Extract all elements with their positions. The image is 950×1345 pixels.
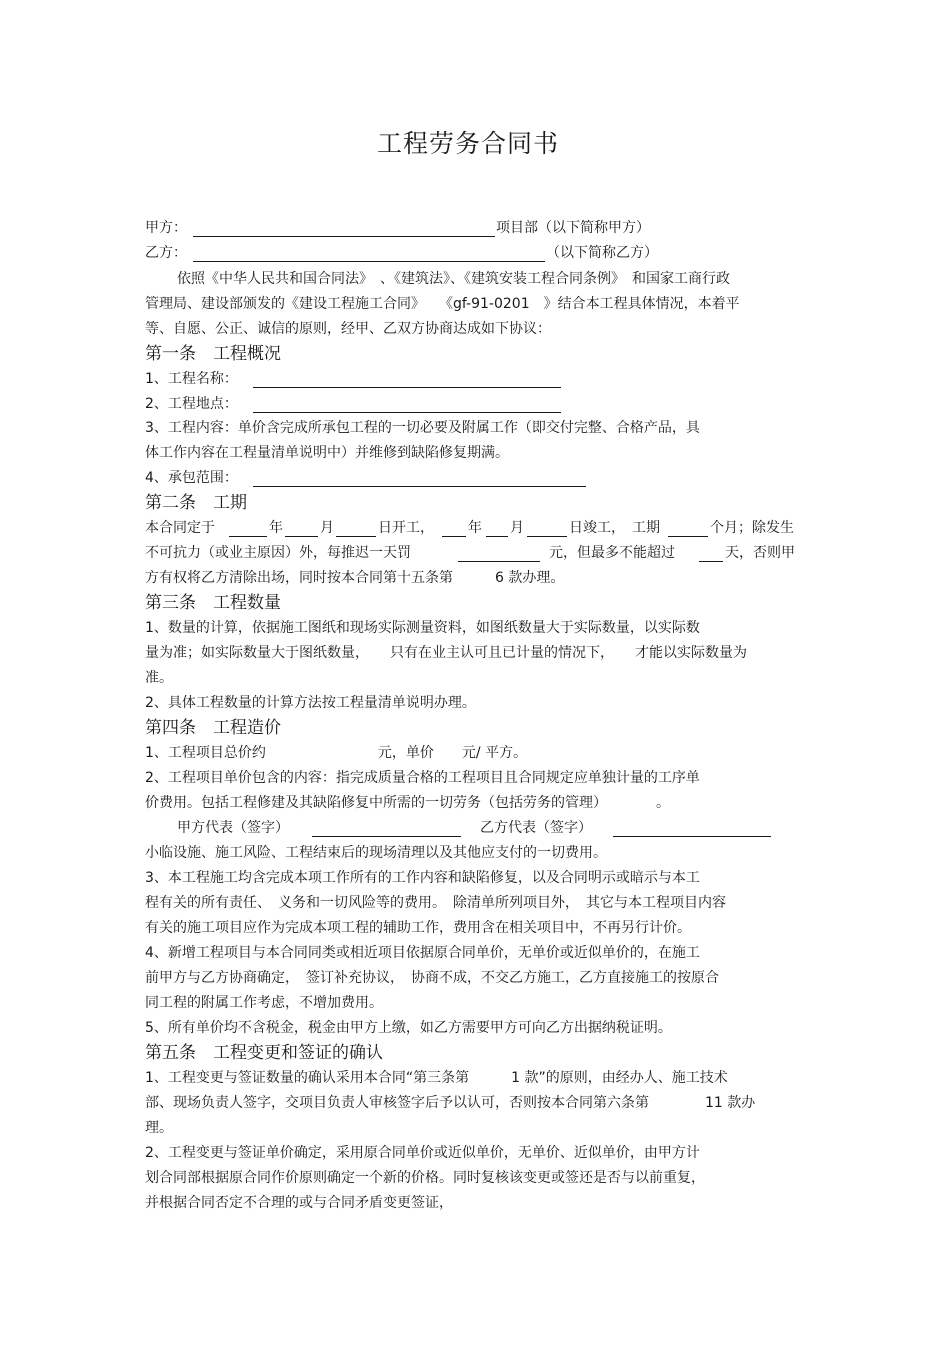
intro-line-3: 等、自愿、公正、诚信的原则，经甲、乙双方协商达成如下协议： [145,321,551,337]
penalty-text-days: 天，否则甲 [725,545,795,561]
price-p5: 5、所有单价均不含税金，税金由甲方上缴，如乙方需要甲方可向乙方出据纳税证明。 [145,1020,672,1036]
quantity-p1-line-2: 量为准；如实际数量大于图纸数量， 只有在业主认可且已计量的情况下， 才能以实际数量为 [145,645,747,661]
party-b-label: 乙方： [145,245,187,261]
price-p1: 1、工程项目总价约 元，单价 元/ 平方。 [145,745,528,761]
scope-blank [253,486,586,487]
end-day-blank [527,536,567,537]
price-p4-line-3: 同工程的附属工作考虑，不增加费用。 [145,995,383,1011]
period-text-months: 个月；除发生 [710,520,794,536]
price-p2-continued: 小临设施、施工风险、工程结束后的现场清理以及其他应支付的一切费用。 [145,845,607,861]
period-text-start-day: 日开工， [378,520,434,536]
change-p2-line-1: 2、工程变更与签证单价确定，采用原合同单价或近似单价，无单价、近似单价，由甲方计 [145,1145,700,1161]
start-month-blank [285,536,318,537]
start-day-blank [336,536,376,537]
party-a-label: 甲方： [145,220,187,236]
max-days-blank [699,561,723,562]
scope-label: 4、承包范围： [145,470,238,486]
period-text-end-day: 日竣工， 工期 [569,520,660,536]
change-p1-line-2: 部、现场负责人签字，交项目负责人审核签字后予以认可，否则按本合同第六条第 11 款办 [145,1095,756,1111]
duration-blank [668,536,708,537]
period-text-month: 月 [320,520,334,536]
penalty-text-max: 元，但最多不能超过 [549,545,675,561]
party-a-signature-line [312,836,461,837]
price-p3-line-1: 3、本工程施工均含完成本项工作所有的工作内容和缺陷修复，以及合同明示或暗示与本工 [145,870,700,886]
price-p3-line-3: 有关的施工项目应作为完成本项工程的辅助工作，费用含在相关项目中，不再另行计价。 [145,920,691,936]
section-2-heading: 第二条 工期 [145,493,247,513]
removal-text: 方有权将乙方清除出场，同时按本合同第十五条第 6 款办理。 [145,570,565,586]
period-text-end-year: 年 [468,520,482,536]
change-p2-line-3: 并根据合同否定不合理的或与合同矛盾变更签证， [145,1195,453,1211]
change-p2-line-2: 划合同部根据原合同作价原则确定一个新的价格。同时复核该变更或签还是否与以前重复， [145,1170,705,1186]
party-b-signature-line [613,836,771,837]
party-b-suffix: （以下简称乙方） [546,245,658,261]
party-a-blank [193,236,495,237]
project-content-line-1: 3、工程内容：单价含完成所承包工程的一切必要及附属工作（即交付完整、合格产品，具 [145,420,700,436]
penalty-text: 不可抗力（或业主原因）外，每推迟一天罚 [145,545,411,561]
party-b-blank [193,261,545,262]
price-p4-line-2: 前甲方与乙方协商确定， 签订补充协议， 协商不成，不交乙方施工，乙方直接施工的按原合 [145,970,719,986]
price-p2-line-2: 价费用。包括工程修建及其缺陷修复中所需的一切劳务（包括劳务的管理） 。 [145,795,670,811]
project-content-line-2: 体工作内容在工程量清单说明中）并维修到缺陷修复期满。 [145,445,509,461]
price-p4-line-1: 4、新增工程项目与本合同同类或相近项目依据原合同单价，无单价或近似单价的，在施工 [145,945,700,961]
project-location-label: 2、工程地点： [145,396,238,412]
change-p1-line-1: 1、工程变更与签证数量的确认采用本合同“第三条第 1 款”的原则，由经办人、施工技术 [145,1070,728,1086]
section-4-heading: 第四条 工程造价 [145,718,281,738]
quantity-p1-line-1: 1、数量的计算，依据施工图纸和现场实际测量资料，如图纸数量大于实际数量，以实际数 [145,620,700,636]
period-text-start: 本合同定于 [145,520,215,536]
change-p1-line-3: 理。 [145,1120,173,1136]
quantity-p2: 2、具体工程数量的计算方法按工程量清单说明办理。 [145,695,476,711]
project-location-blank [253,412,561,413]
penalty-amount-blank [458,561,540,562]
project-name-blank [253,387,561,388]
section-3-heading: 第三条 工程数量 [145,593,281,613]
period-text-end-month: 月 [510,520,524,536]
party-a-rep-label: 甲方代表（签字） [177,820,289,836]
price-p3-line-2: 程有关的所有责任、 义务和一切风险等的费用。 除清单所列项目外， 其它与本工程项目内容 [145,895,726,911]
party-b-rep-label: 乙方代表（签字） [480,820,592,836]
document-title: 工程劳务合同书 [376,129,559,158]
end-year-blank [442,536,466,537]
quantity-p1-line-3: 准。 [145,670,173,686]
party-a-suffix: 项目部（以下简称甲方） [496,220,650,236]
section-5-heading: 第五条 工程变更和签证的确认 [145,1043,383,1063]
intro-line-2: 管理局、建设部颁发的《建设工程施工合同》 《gf-91-0201 》结合本工程具体情况，本着平 [145,296,740,312]
end-month-blank [486,536,508,537]
intro-line-1: 依照《中华人民共和国合同法》 、《建筑法》、《建筑安装工程合同条例》 和国家工商行政 [177,271,730,287]
section-1-heading: 第一条 工程概况 [145,344,281,364]
project-name-label: 1、工程名称： [145,371,238,387]
price-p2-line-1: 2、工程项目单价包含的内容：指完成质量合格的工程项目且合同规定应单独计量的工序单 [145,770,700,786]
period-text-year: 年 [269,520,283,536]
start-year-blank [229,536,267,537]
